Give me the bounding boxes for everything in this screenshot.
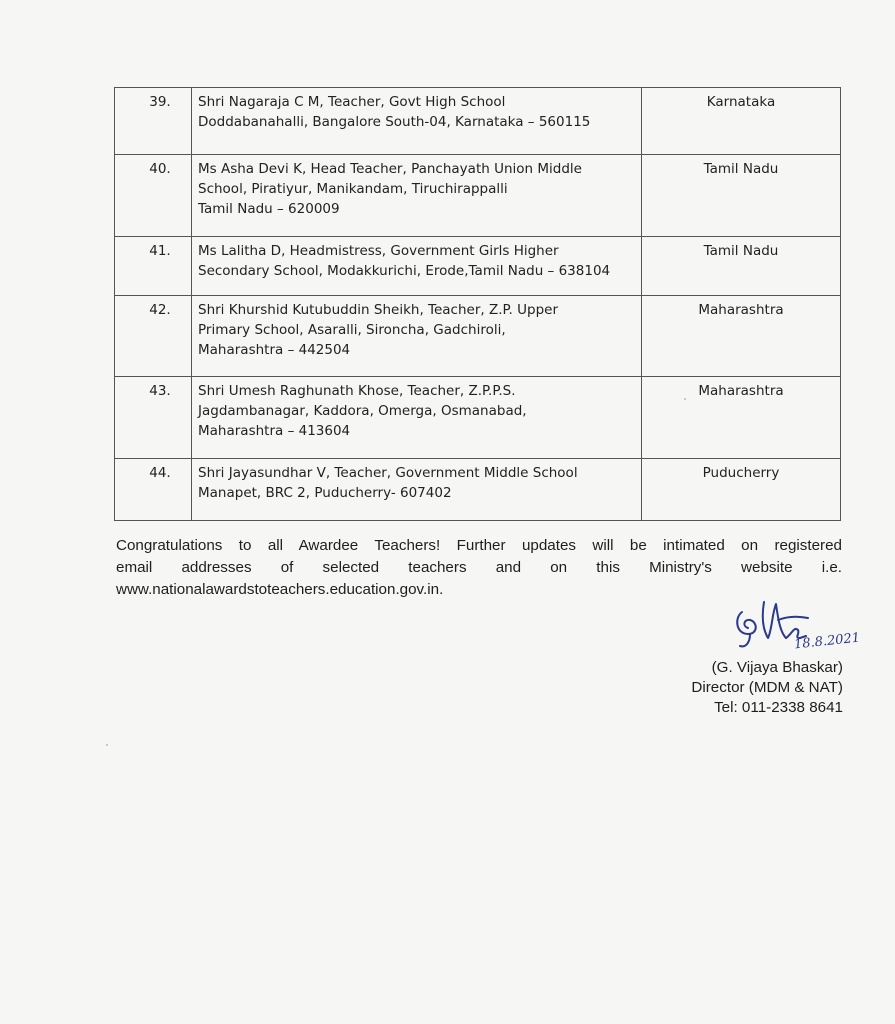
scan-speck bbox=[684, 398, 686, 400]
closing-line: email addresses of selected teachers and on this Ministry's website i.e. bbox=[116, 559, 842, 576]
teacher-details-cell: Shri Jayasundhar V, Teacher, Government Middle School Manapet, BRC 2, Puducherry- 607402 bbox=[192, 459, 642, 521]
table-row bbox=[115, 88, 841, 155]
table-row bbox=[115, 296, 841, 377]
handwritten-signature bbox=[728, 594, 861, 664]
teacher-details-cell: Shri Khurshid Kutubuddin Sheikh, Teacher, Z.P. Upper Primary School, Asaralli, Sironcha, Gadchiroli, Maharashtra – 442504 bbox=[192, 296, 642, 377]
awardees-table bbox=[114, 87, 841, 521]
table-row bbox=[115, 237, 841, 296]
website-link[interactable]: www.nationalawardstoteachers.education.gov.in. bbox=[116, 581, 444, 598]
table-row bbox=[115, 155, 841, 237]
state-cell: Puducherry bbox=[642, 459, 841, 521]
serial-number-cell: 43. bbox=[115, 377, 192, 459]
serial-number-cell: 44. bbox=[115, 459, 192, 521]
closing-paragraph bbox=[116, 535, 842, 601]
state-cell: Maharashtra bbox=[642, 377, 841, 459]
serial-number-cell: 39. bbox=[115, 88, 192, 155]
table-row bbox=[115, 459, 841, 521]
serial-number-cell: 41. bbox=[115, 237, 192, 296]
closing-line: Congratulations to all Awardee Teachers! Further updates will be intimated on registered bbox=[116, 537, 842, 554]
signatory-telephone: Tel: 011-2338 8641 bbox=[714, 699, 843, 716]
signatory-block bbox=[691, 658, 843, 718]
state-cell: Maharashtra bbox=[642, 296, 841, 377]
state-cell: Tamil Nadu bbox=[642, 155, 841, 237]
teacher-details-cell: Shri Umesh Raghunath Khose, Teacher, Z.P.P.S. Jagdambanagar, Kaddora, Omerga, Osmanabad, Maharashtra – 413604 bbox=[192, 377, 642, 459]
signatory-designation: Director (MDM & NAT) bbox=[691, 679, 843, 696]
serial-number-cell: 40. bbox=[115, 155, 192, 237]
serial-number-cell: 42. bbox=[115, 296, 192, 377]
signatory-name: (G. Vijaya Bhaskar) bbox=[711, 659, 843, 676]
signature-date: 18.8.2021 bbox=[793, 630, 861, 653]
scan-speck bbox=[106, 744, 108, 746]
table-row bbox=[115, 377, 841, 459]
state-cell: Karnataka bbox=[642, 88, 841, 155]
state-cell: Tamil Nadu bbox=[642, 237, 841, 296]
teacher-details-cell: Ms Asha Devi K, Head Teacher, Panchayath Union Middle School, Piratiyur, Manikandam, Tiruchirappalli Tamil Nadu – 620009 bbox=[192, 155, 642, 237]
teacher-details-cell: Shri Nagaraja C M, Teacher, Govt High School Doddabanahalli, Bangalore South-04, Karnataka – 560115 bbox=[192, 88, 642, 155]
teacher-details-cell: Ms Lalitha D, Headmistress, Government Girls Higher Secondary School, Modakkurichi, Erode,Tamil Nadu – 638104 bbox=[192, 237, 642, 296]
